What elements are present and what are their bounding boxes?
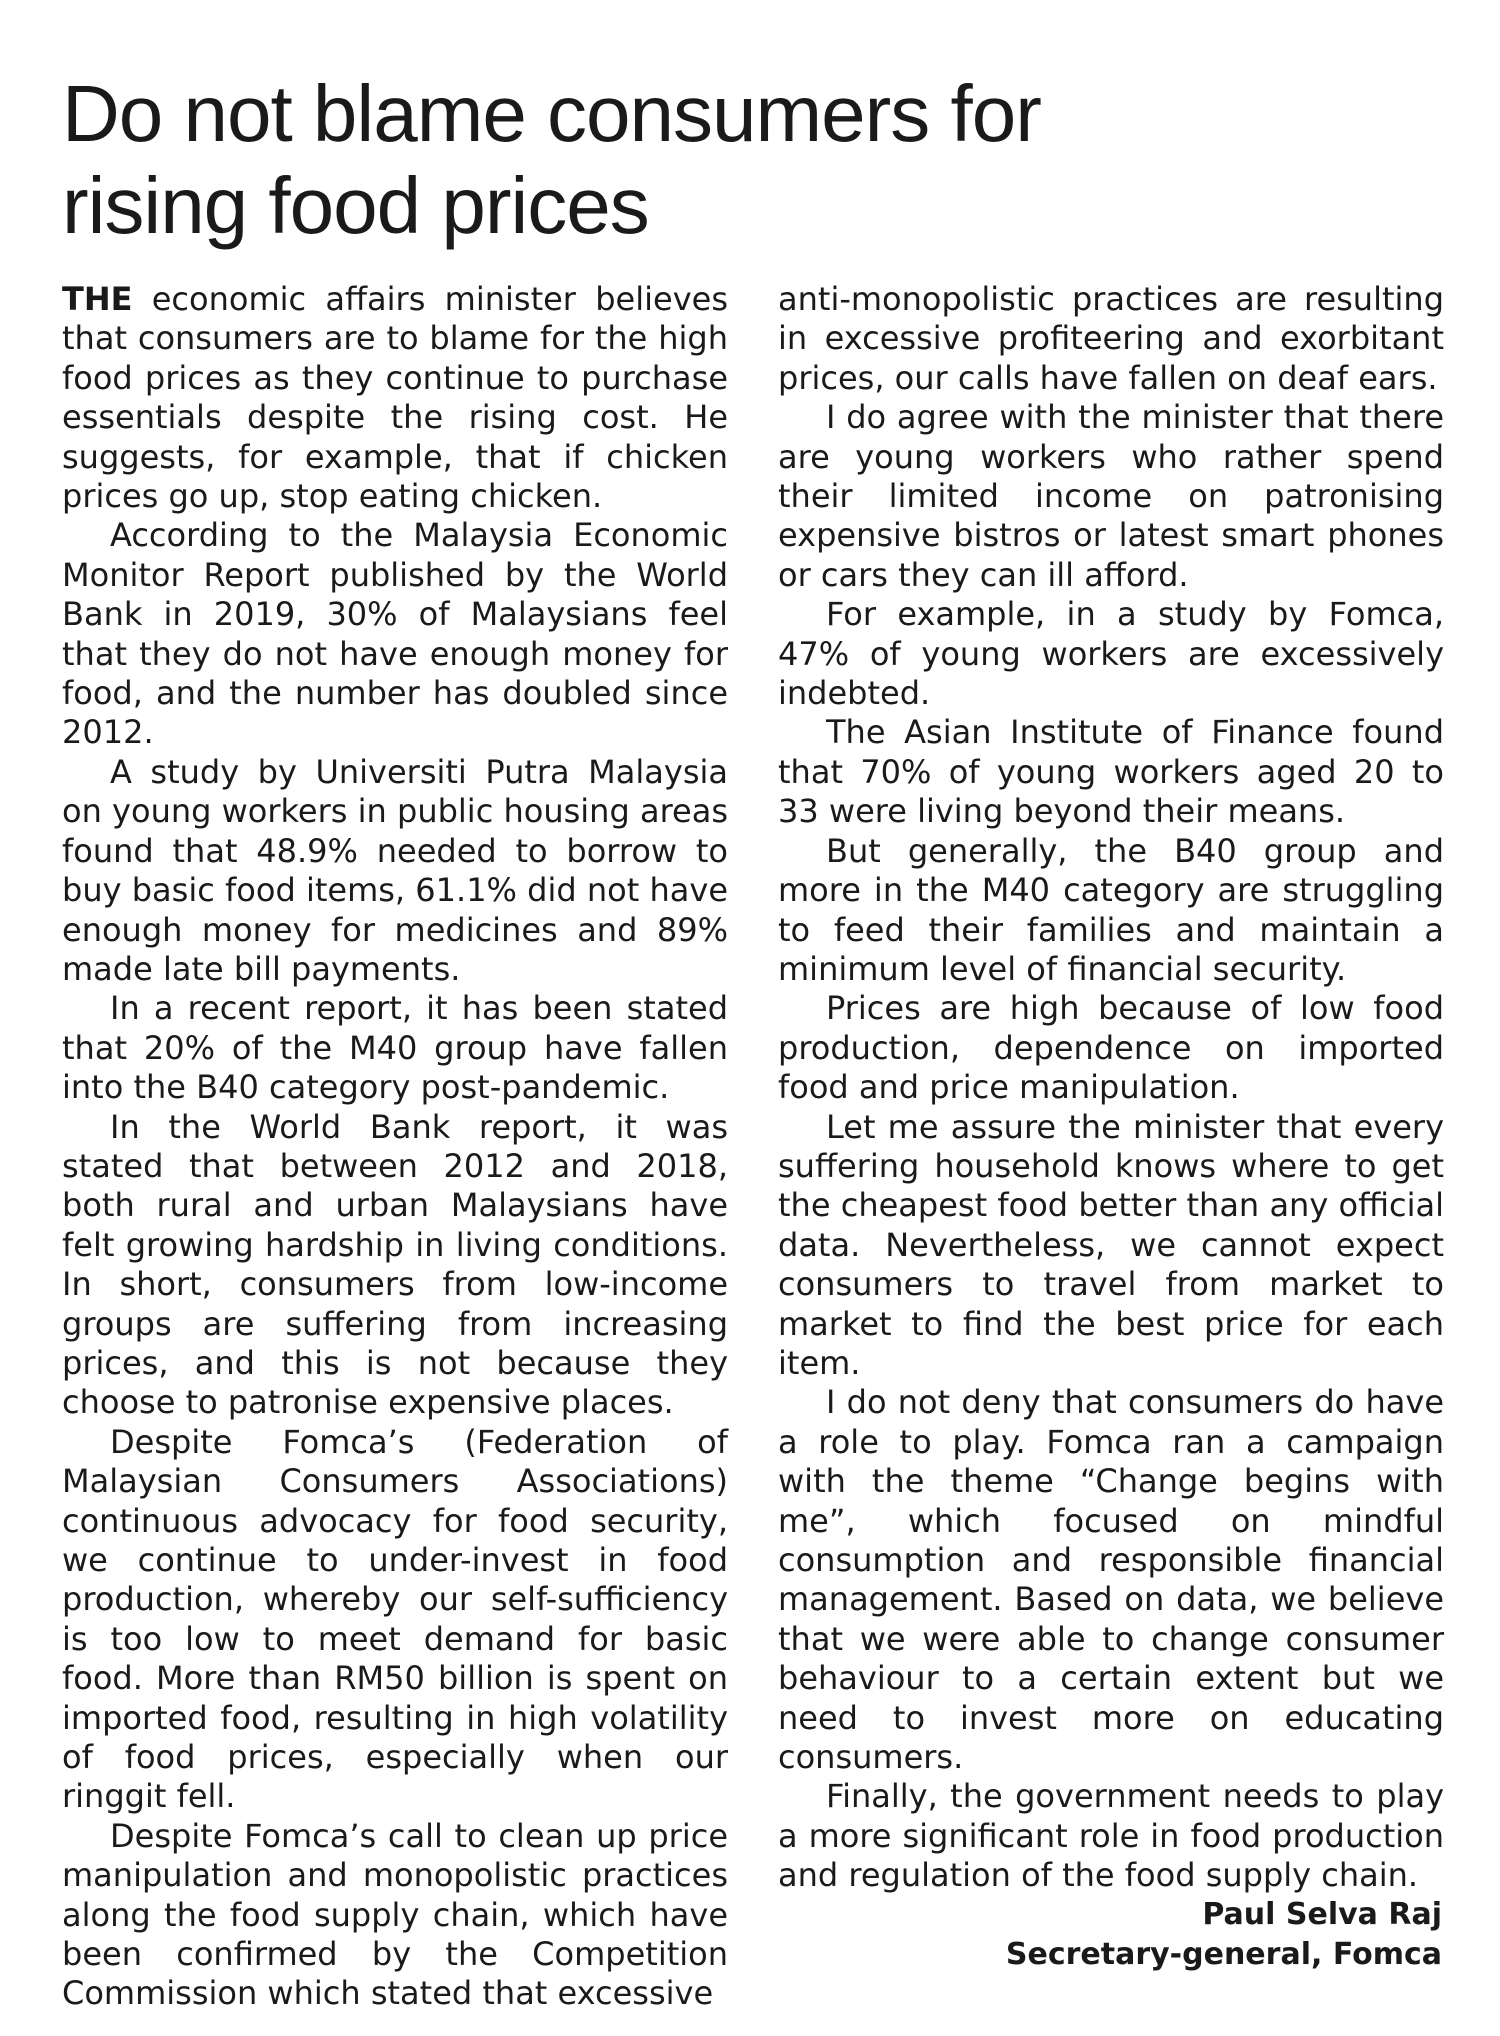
headline: Do not blame consumers for rising food prices xyxy=(62,69,1041,250)
article-column-right xyxy=(778,280,1444,1896)
author-name: Paul Selva Raj xyxy=(1202,1897,1442,1932)
paragraph: For example, in a study by Fomca, 47% of young workers are excessively indebted. xyxy=(778,595,1444,713)
paragraph: In the World Bank report, it was stated that between 2012 and 2018, both rural and urban Malaysians have felt growing hardship in living conditions. In short, consumers from low-income groups are suffering from increasing prices, and this is not because they choose to patronise expensive places. xyxy=(62,1107,728,1422)
paragraph: A study by Universiti Putra Malaysia on young workers in public housing areas found that 48.9% needed to borrow to buy basic food items, 61.1% did not have enough money for medicines and 89% made late bill payments. xyxy=(62,752,728,988)
paragraph: Despite Fomca’s call to clean up price manipulation and monopolistic practices along the food supply chain, which have been confirmed by the Competition Commission which stated that excessive xyxy=(62,1816,728,2013)
paragraph: Let me assure the minister that every suffering household knows where to get the cheapest food better than any official data. Nevertheless, we cannot expect consumers to travel from market to market to find the best price for each item. xyxy=(778,1107,1444,1382)
paragraph: Prices are high because of low food production, dependence on imported food and price manipulation. xyxy=(778,989,1444,1107)
signature-block xyxy=(1006,1895,1442,1975)
paragraph: I do agree with the minister that there are young workers who rather spend their limited income on patronising expensive bistros or latest smart phones or cars they can ill afford. xyxy=(778,398,1444,594)
paragraph: Despite Fomca’s (Federation of Malaysian Consumers Associations) continuous advocacy for food security, we continue to under-invest in food production, whereby our self-sufficiency is too low to meet demand for basic food. More than RM50 billion is spent on imported food, resulting in high volatility of food prices, especially when our ringgit fell. xyxy=(62,1422,728,1816)
paragraph: But generally, the B40 group and more in the M40 category are struggling to feed their families and maintain a minimum level of financial security. xyxy=(778,831,1444,988)
article-column-left xyxy=(62,280,728,2014)
paragraph: anti-monopolistic practices are resulting in excessive profiteering and exorbitant prices, our calls have fallen on deaf ears. xyxy=(778,280,1444,397)
paragraph: In a recent report, it has been stated that 20% of the M40 group have fallen into the B40 category post-pandemic. xyxy=(62,989,728,1107)
lead-word: THE xyxy=(62,280,133,318)
author-title: Secretary-general, Fomca xyxy=(1005,1937,1442,1972)
paragraph xyxy=(62,280,728,516)
paragraph-text: economic affairs minister believes that consumers are to blame for the high food prices as they continue to purchase essentials despite the rising cost. He suggests, for example, that if chicken prices go up, stop eating chicken. xyxy=(62,280,728,516)
paragraph: Finally, the government needs to play a more significant role in food production and regulation of the food supply chain. xyxy=(778,1777,1444,1895)
paragraph: The Asian Institute of Finance found that 70% of young workers aged 20 to 33 were living beyond their means. xyxy=(778,713,1444,831)
paragraph: According to the Malaysia Economic Monitor Report published by the World Bank in 2019, 30% of Malaysians feel that they do not have enough money for food, and the number has doubled since 2012. xyxy=(62,516,728,752)
paragraph: I do not deny that consumers do have a role to play. Fomca ran a campaign with the theme “Change begins with me”, which focused on mindful consumption and responsible financial management. Based on data, we believe that we were able to change consumer behaviour to a certain extent but we need to invest more on educating consumers. xyxy=(778,1383,1444,1777)
